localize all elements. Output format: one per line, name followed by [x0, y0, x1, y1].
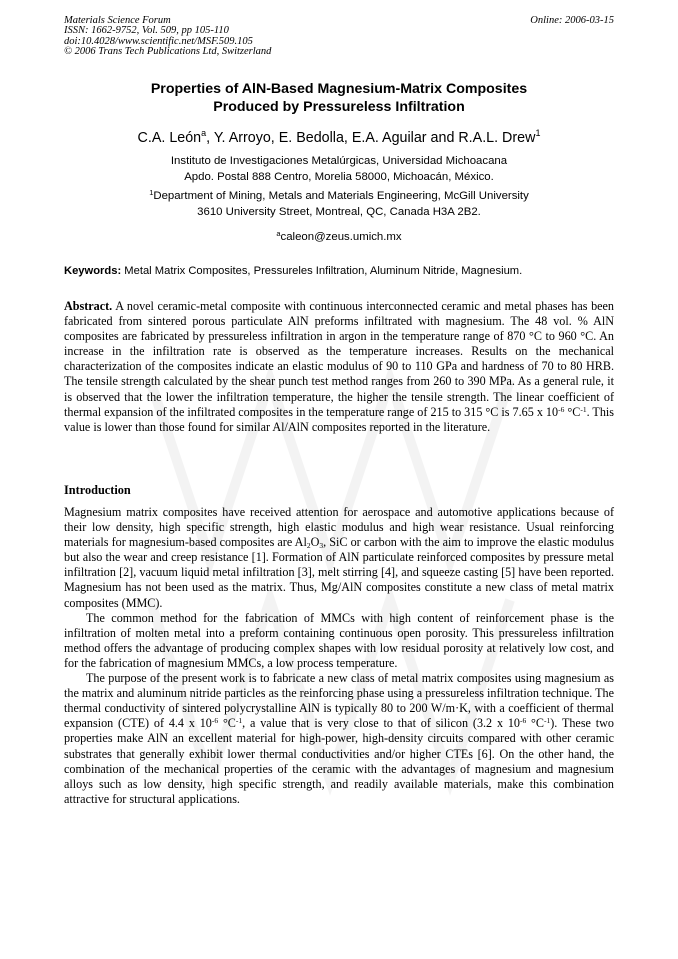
contact-email — [64, 230, 614, 246]
introduction-body — [64, 505, 614, 807]
affiliation-1 — [64, 154, 614, 185]
abstract-label: Abstract. — [64, 299, 113, 313]
abstract — [64, 299, 614, 435]
intro-paragraph-1 — [64, 505, 614, 611]
affiliation-2-line-2: 3610 University Street, Montreal, QC, Canada H3A 2B2. — [197, 205, 481, 218]
intro-paragraph-3 — [64, 671, 614, 807]
affiliation-1-line-1: Instituto de Investigaciones Metalúrgicas, Universidad Michoacana — [170, 155, 508, 167]
online-date: Online: 2006-03-15 — [530, 15, 614, 26]
intro-p1-text-b: O — [310, 535, 320, 550]
journal-name: Materials Science Forum — [64, 15, 171, 26]
author-list — [64, 129, 614, 147]
doi-line: doi:10.4028/www.scientific.net/MSF.509.105 — [64, 35, 253, 47]
intro-p1-text-c: , SiC or carbon with the aim to improve the elastic modulus but also the wear and creep resistance [1]. Formation of AlN particulate reinforced composites by pressure metal infiltration [2], vacuum liquid metal infiltration [3], melt stirring [4], and squeeze casting [5] have been reported. Magnesium has not been used as the matrix. Thus, Mg/AlN composites constitute a new class of metal matrix composites (MMC). — [64, 535, 614, 610]
intro-p1-text-a: Magnesium matrix composites have received attention for aerospace and automotive applications because of their low density, high specific strength, high elastic modulus and high wear resistance. Usual reinforcing materials for magnesium-based composites are Al — [64, 505, 614, 550]
author-last-marker: 1 — [535, 128, 541, 138]
abstract-text-2: °C — [564, 404, 581, 419]
intro-p3-text-a: The purpose of the present work is to fabricate a new class of metal matrix composites using magnesium as the matrix and aluminum nitride particles as the reinforcing phase using a pressureless infiltration technique. The thermal conductivity of sintered polycrystalline AlN is typically 80 to 200 W/m·K, with a coefficient of thermal expansion (CTE) of 4.4 x 10 — [64, 671, 614, 731]
paper-title — [64, 80, 614, 116]
keywords-text: Metal Matrix Composites, Pressureles Infiltration, Aluminum Nitride, Magnesium. — [121, 265, 523, 277]
affiliation-2-line-1-text: Department of Mining, Metals and Materials Engineering, McGill University — [153, 190, 529, 202]
intro-p3-superscript-4: -1 — [544, 716, 551, 726]
copyright-line: © 2006 Trans Tech Publications Ltd, Switzerland — [64, 46, 272, 58]
email-address: caleon@zeus.umich.mx — [280, 231, 402, 243]
section-heading-introduction: Introduction — [64, 483, 131, 497]
affiliation-2-line-1 — [64, 189, 614, 205]
journal-header — [64, 16, 271, 58]
title-line-2: Produced by Pressureless Infiltration — [213, 99, 465, 115]
affiliation-2-marker: 1 — [149, 188, 154, 197]
intro-p3-text-b: °C — [218, 716, 236, 731]
intro-paragraph-2: The common method for the fabrication of MMCs with high content of reinforcement phase is the infiltration of molten metal into a preform containing continuous open porosity. This pressureless infiltration method offers the advantage of producing complex shapes with low residual porosity at relatively low cost, and for the fabrication of magnesium MMCs, a low process temperature. — [64, 610, 614, 670]
intro-p3-superscript-2: -1 — [235, 716, 243, 726]
abstract-text-1: A novel ceramic-metal composite with continuous interconnected ceramic and metal phases has been fabricated from sintered porous particulate AlN preforms infiltrated with magnesium. The 48 vol. % AlN composites are fabricated by pressureless infiltration in argon in the temperature range of 870 °C to 960 °C. An increase in the infiltration rate is observed as the temperature increases. Results on the mechanical characterization of the composites indicate an elastic modulus of 90 to 110 GPa and hardness of 70 to 80 HRB. The tensile strength calculated by the shear punch test method ranges from 260 to 390 MPa. As a general rule, it is observed that the lower the infiltration temperature, the higher the tensile strength. The linear coefficient of thermal expansion of the infiltrated composites in the temperature range of 215 to 315 °C is 7.65 x 10 — [64, 299, 614, 419]
issn-line: ISSN: 1662-9752, Vol. 509, pp 105-110 — [64, 25, 229, 37]
abstract-exponent-1: -6 — [558, 404, 565, 414]
intro-p3-superscript-1: -6 — [211, 716, 219, 726]
title-line-1: Properties of AlN-Based Magnesium-Matrix Composites — [150, 81, 528, 97]
author-rest: , Y. Arroyo, E. Bedolla, E.A. Aguilar and R.A.L. Drew — [206, 130, 536, 146]
intro-p3-text-e: ). These two properties make AlN an excellent material for high-power, high-density circuits compared with other ceramic substrates that generally exhibit lower thermal conductivities and/or higher CTEs [6]. On the other hand, the combination of the mechanical properties of the ceramic with the advantages of magnesium and magnesium alloys such as low density, high specific strength, and readily available materials, make this combination attractive for structural applications. — [64, 716, 614, 806]
intro-p1-subscript-2: 3 — [319, 541, 324, 551]
keywords-label: Keywords: — [64, 265, 122, 277]
author-first: C.A. León — [137, 130, 202, 146]
intro-p3-text-c: , a value that is very close to that of silicon (3.2 x 10 — [242, 716, 520, 731]
affiliation-2 — [64, 189, 614, 220]
intro-p3-text-d: °C — [526, 716, 545, 731]
author-first-marker: a — [201, 128, 207, 138]
keywords — [64, 264, 614, 279]
intro-p1-subscript-1: 2 — [306, 541, 311, 551]
affiliation-1-line-2: Apdo. Postal 888 Centro, Morelia 58000, Michoacán, México. — [184, 170, 494, 183]
intro-p3-superscript-3: -6 — [519, 716, 527, 726]
email-marker: a — [276, 229, 281, 238]
abstract-exponent-2: -1 — [580, 404, 587, 414]
abstract-text-3: . This value is lower than those found for similar Al/AlN composites reported in the literature. — [64, 404, 615, 434]
